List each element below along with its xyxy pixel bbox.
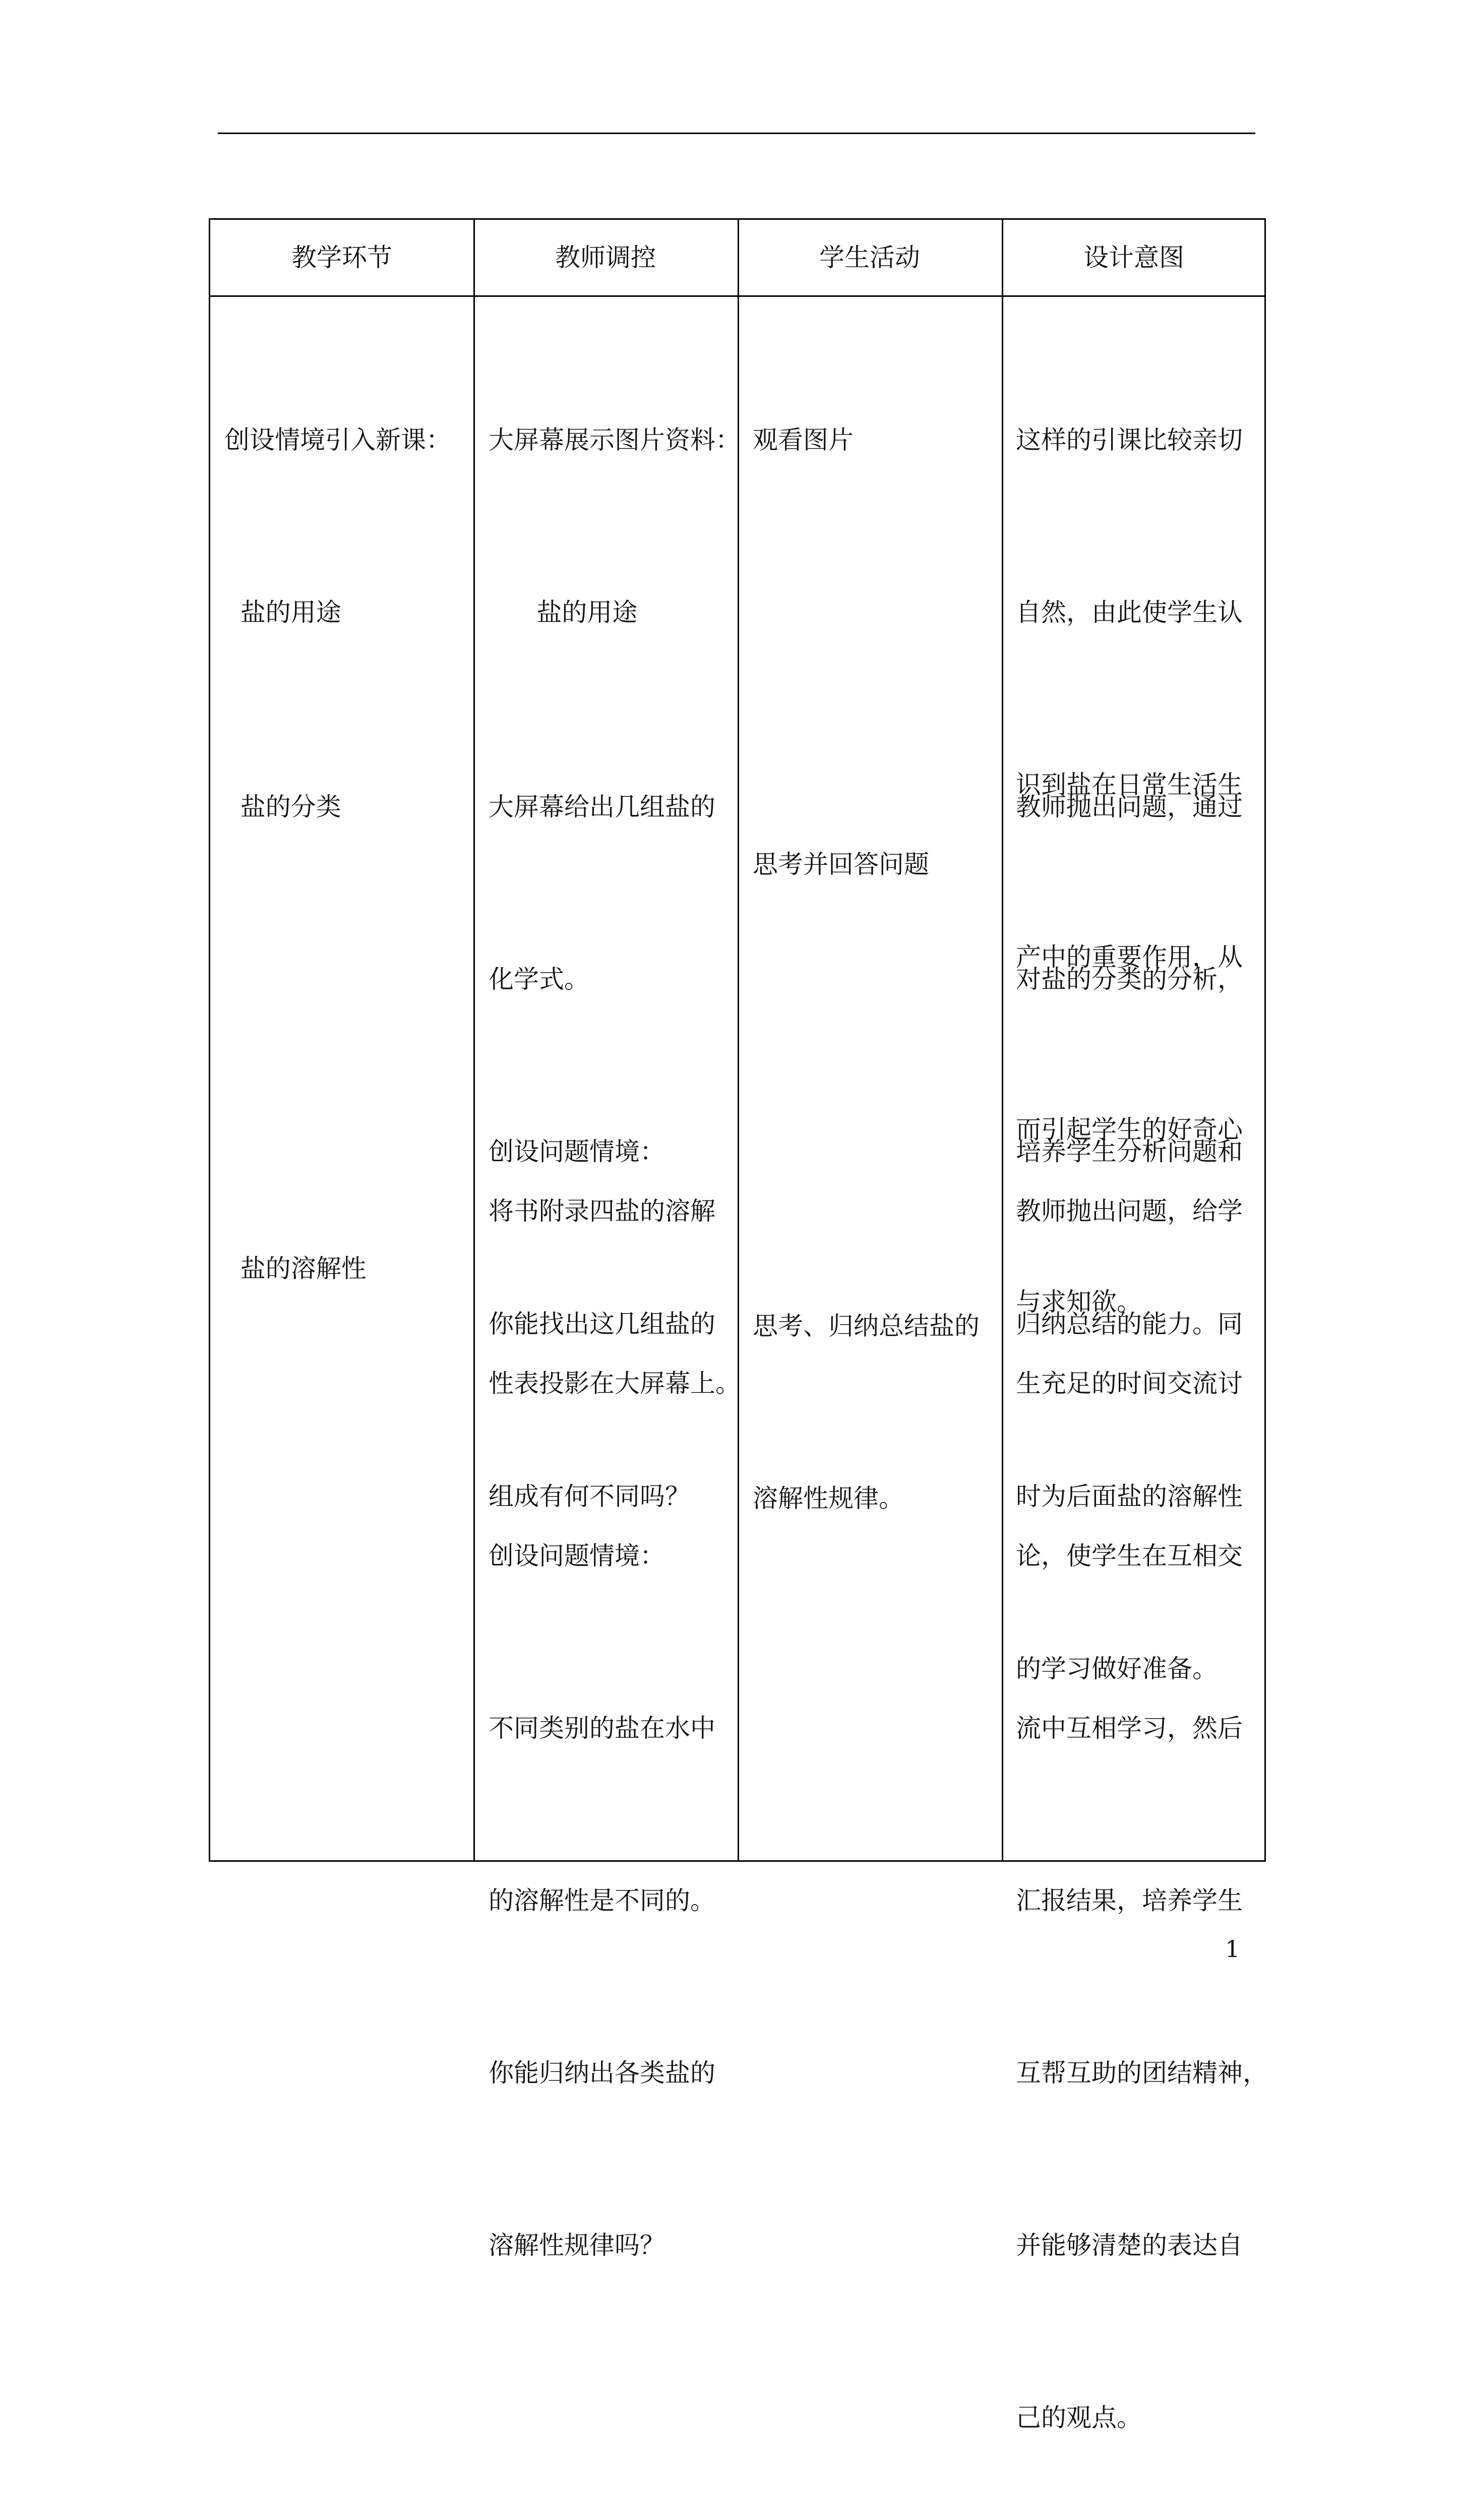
header-rule bbox=[218, 133, 1255, 134]
intent-line: 培养学生分析问题和 bbox=[1016, 1137, 1243, 1166]
stage-cell bbox=[224, 1125, 367, 1412]
page-number: 1 bbox=[1225, 1935, 1240, 1963]
stage-line: 盐的溶解性 bbox=[224, 1254, 367, 1283]
student-cell bbox=[753, 721, 929, 1008]
teacher-line: 大屏幕展示图片资料： bbox=[489, 425, 741, 455]
teacher-line: 你能归纳出各类盐的 bbox=[489, 2058, 715, 2088]
intent-line: 而引起学生的好奇心 bbox=[1016, 1115, 1243, 1144]
stage-line: 创设情境引入新课： bbox=[224, 425, 451, 455]
teacher-cell bbox=[489, 1067, 741, 2389]
teacher-line: 大屏幕给出几组盐的 bbox=[489, 792, 715, 822]
intent-line: 识到盐在日常生活生 bbox=[1016, 770, 1243, 799]
column-divider bbox=[473, 220, 475, 1860]
intent-line: 论，使学生在互相交 bbox=[1016, 1541, 1243, 1570]
intent-line: 归纳总结的能力。同 bbox=[1016, 1309, 1243, 1339]
intent-line: 教师抛出问题，给学 bbox=[1016, 1196, 1243, 1226]
stage-line: 盐的分类 bbox=[224, 792, 341, 822]
intent-cell bbox=[1016, 1067, 1268, 2520]
intent-line: 生充足的时间交流讨 bbox=[1016, 1369, 1243, 1398]
teacher-line: 的溶解性是不同的。 bbox=[489, 1886, 715, 1915]
intent-line: 对盐的分类的分析， bbox=[1016, 965, 1243, 994]
teacher-line: 创设问题情境： bbox=[489, 1137, 665, 1166]
teacher-line: 将书附录四盐的溶解 bbox=[489, 1196, 715, 1226]
stage-line: 盐的用途 bbox=[224, 598, 341, 627]
intent-line: 时为后面盐的溶解性 bbox=[1016, 1482, 1243, 1511]
header-intent: 设计意图 bbox=[1083, 243, 1184, 272]
lesson-plan-table bbox=[209, 218, 1268, 2432]
teacher-line: 你能找出这几组盐的 bbox=[489, 1309, 715, 1339]
student-line: 观看图片 bbox=[753, 425, 854, 455]
intent-line: 的学习做好准备。 bbox=[1016, 1654, 1218, 1683]
teacher-line: 化学式。 bbox=[489, 965, 589, 994]
student-cell bbox=[753, 296, 854, 584]
column-divider bbox=[1002, 220, 1003, 1860]
student-line: 溶解性规律。 bbox=[753, 1484, 904, 1513]
header-student: 学生活动 bbox=[819, 243, 920, 272]
intent-line: 产中的重要作用，从 bbox=[1016, 942, 1243, 972]
student-cell bbox=[753, 1182, 980, 1642]
teacher-line: 盐的用途 bbox=[489, 598, 638, 627]
header-teacher: 教师调控 bbox=[555, 243, 656, 272]
teacher-line: 溶解性规律吗？ bbox=[489, 2231, 665, 2260]
teacher-line: 不同类别的盐在水中 bbox=[489, 1714, 715, 1743]
intent-line: 己的观点。 bbox=[1016, 2403, 1142, 2432]
intent-line: 这样的引课比较亲切 bbox=[1016, 425, 1243, 455]
intent-line: 与求知欲。 bbox=[1016, 1287, 1142, 1316]
teacher-line: 组成有何不同吗？ bbox=[489, 1482, 690, 1511]
intent-line: 互帮互助的团结精神， bbox=[1016, 2058, 1268, 2088]
intent-line: 自然，由此使学生认 bbox=[1016, 598, 1243, 627]
student-line: 思考、归纳总结盐的 bbox=[753, 1311, 980, 1341]
intent-line: 教师抛出问题，通过 bbox=[1016, 792, 1243, 822]
intent-line: 并能够清楚的表达自 bbox=[1016, 2231, 1243, 2260]
teacher-line: 创设问题情境： bbox=[489, 1541, 665, 1570]
student-line: 思考并回答问题 bbox=[753, 850, 929, 879]
intent-line: 汇报结果，培养学生 bbox=[1016, 1886, 1243, 1915]
header-stage: 教学环节 bbox=[291, 243, 392, 272]
stage-cell bbox=[224, 663, 341, 951]
teacher-line: 性表投影在大屏幕上。 bbox=[489, 1369, 741, 1398]
intent-line: 流中互相学习，然后 bbox=[1016, 1714, 1243, 1743]
